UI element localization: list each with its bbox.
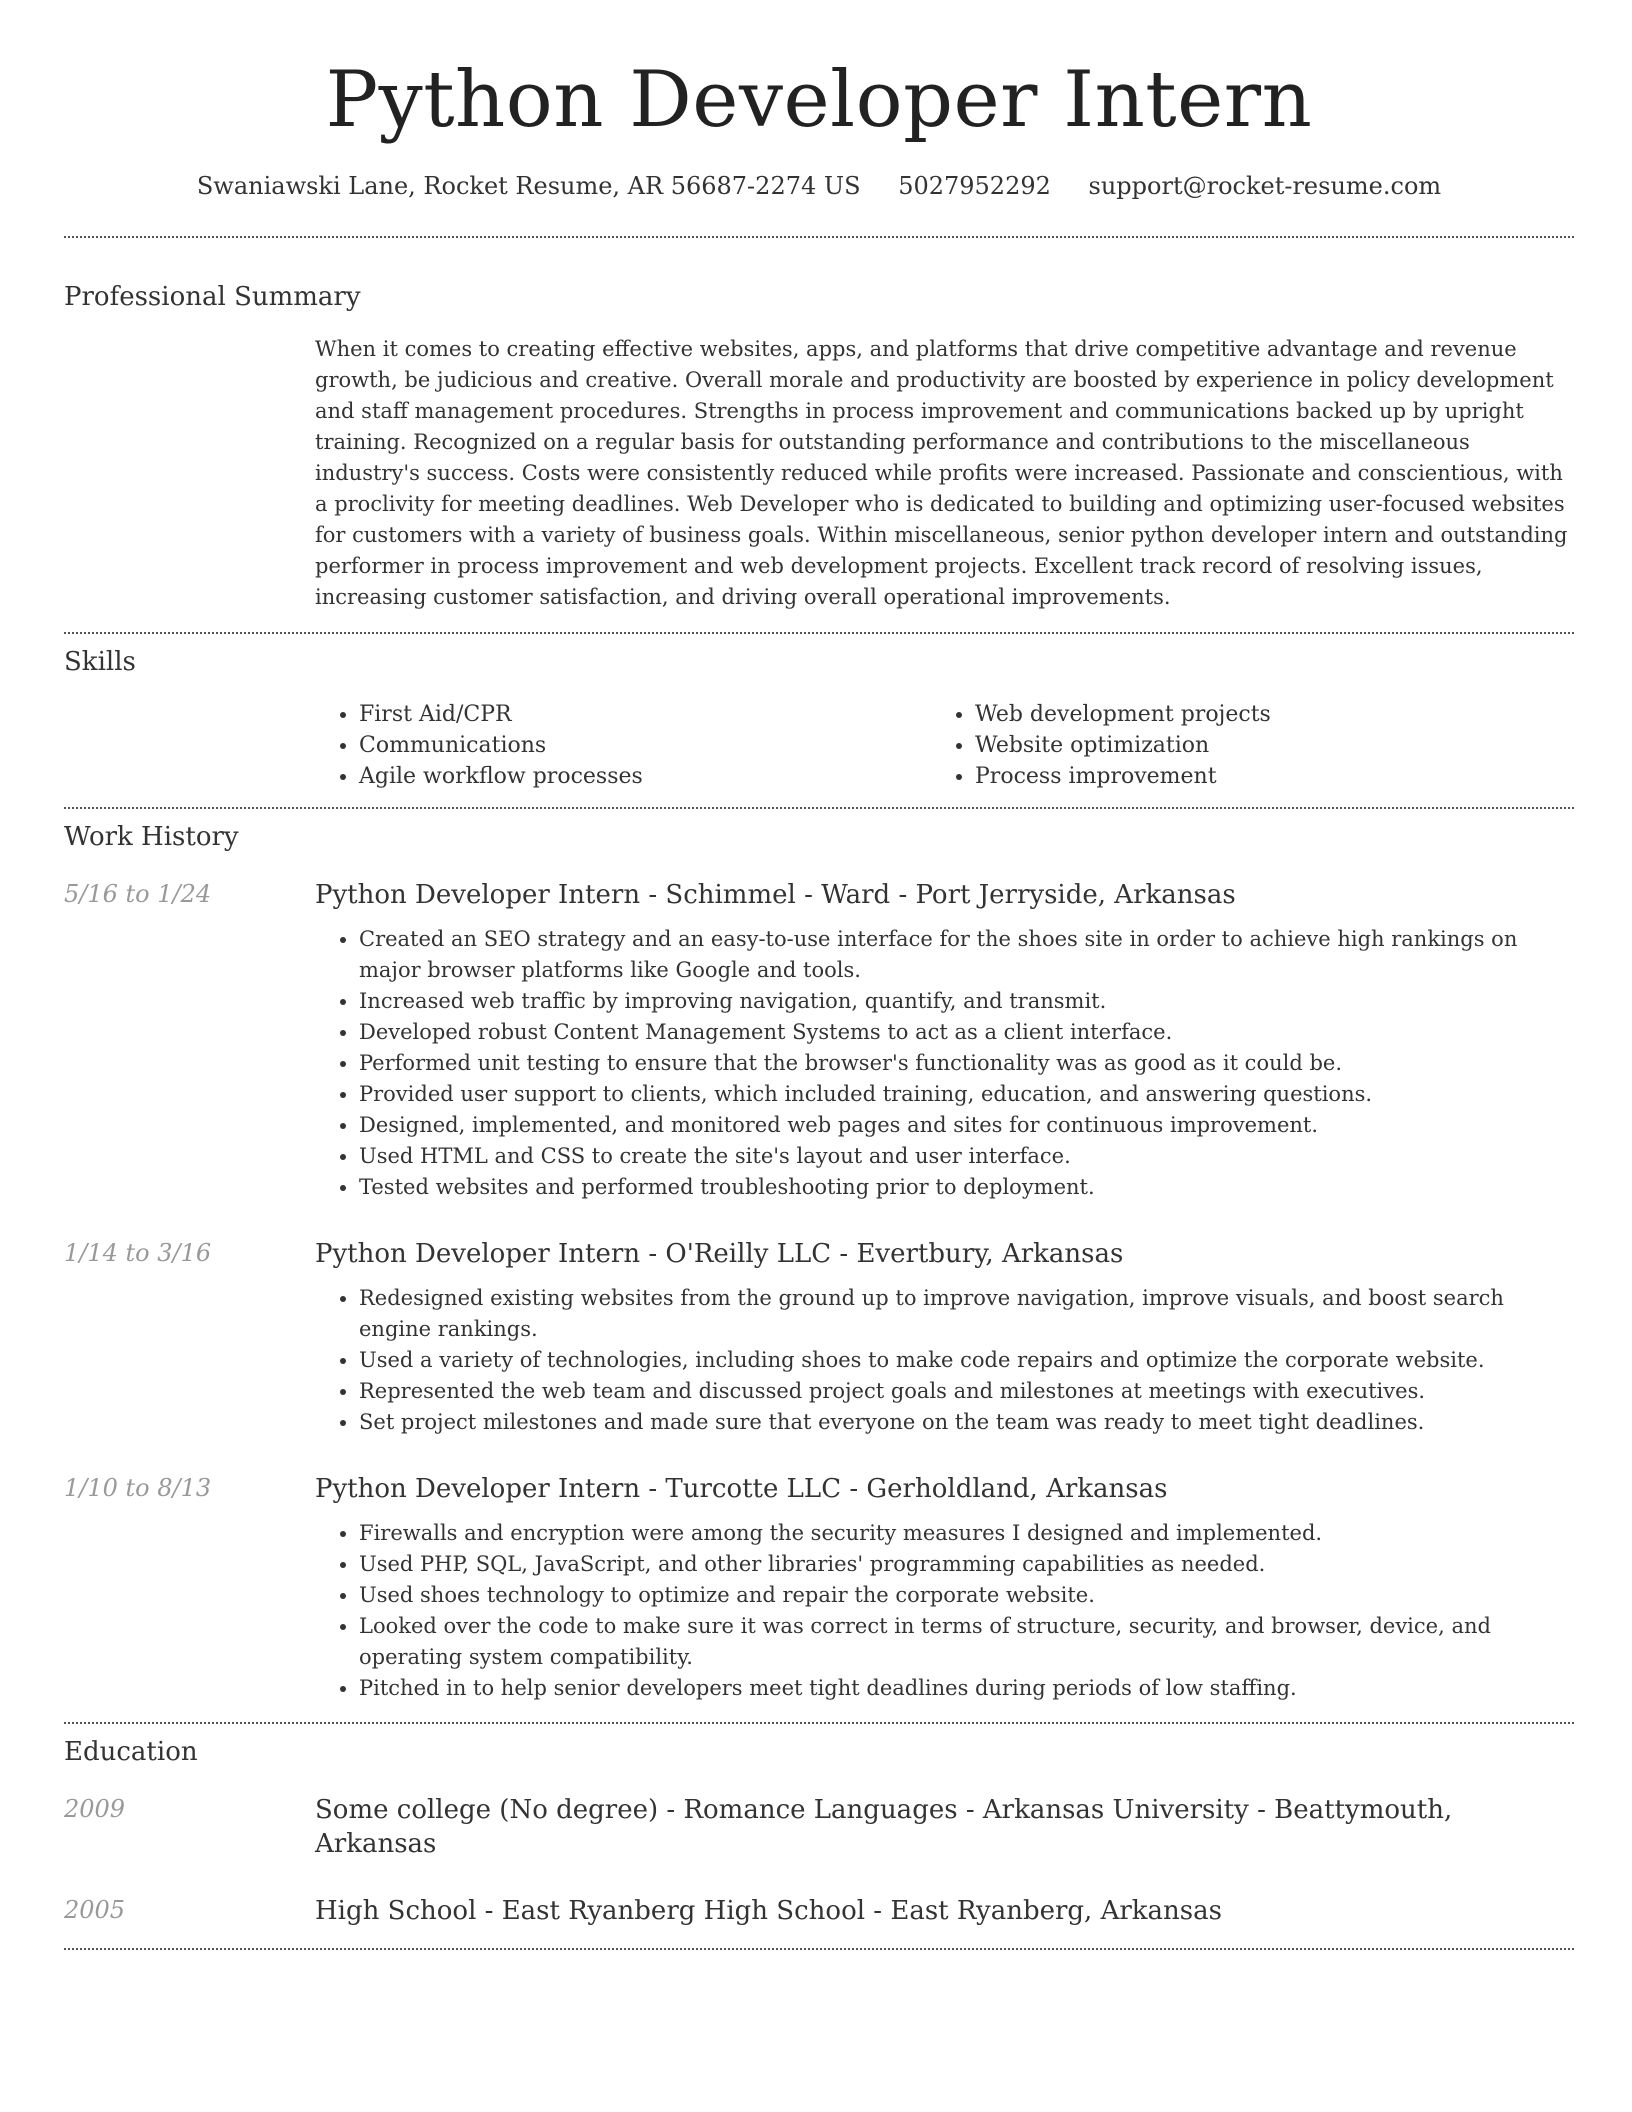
education-year: 2005 <box>64 1896 126 1924</box>
section-title-summary: Professional Summary <box>64 282 361 312</box>
summary-text: When it comes to creating effective websites, apps, and platforms that drive competitive advantage and revenue growth, be judicious and creative. Overall morale and productivity are boosted by experience in policy development and staff management procedures. Strengths in process improvement and communications backed up by upright training. Recognized on a regular basis for outstanding performance and contributions to the miscellaneous industry's success. Costs were consistently reduced while profits were increased. Passionate and conscientious, with a proclivity for meeting deadlines. Web Developer who is dedicated to building and optimizing user-focused websites for customers with a variety of business goals. Within miscellaneous, senior python developer intern and outstanding performer in process improvement and web development projects. Excellent track record of resolving issues, increasing customer satisfaction, and driving overall operational improvements. <box>315 337 1568 609</box>
skill-item: • Process improvement <box>975 761 1547 792</box>
job-bullets <box>315 1283 1577 1438</box>
summary-row <box>64 334 1574 613</box>
job-bullet: • Set project milestones and made sure that everyone on the team was ready to meet tight deadlines. <box>359 1407 1577 1438</box>
job-bullet: • Represented the web team and discussed project goals and milestones at meetings with executives. <box>359 1376 1577 1407</box>
skill-item: • First Aid/CPR <box>359 699 931 730</box>
job-bullet: • Created an SEO strategy and an easy-to-use interface for the shoes site in order to achieve high rankings on major browser platforms like Google and tools. <box>359 924 1577 986</box>
job-bullet: • Performed unit testing to ensure that the browser's functionality was as good as it could be. <box>359 1048 1577 1079</box>
job-dates: 1/14 to 3/16 <box>64 1239 212 1267</box>
skill-item: • Communications <box>359 730 931 761</box>
job-heading: Python Developer Intern - Schimmel - Ward - Port Jerryside, Arkansas <box>315 880 1236 910</box>
job-bullet: • Redesigned existing websites from the ground up to improve navigation, improve visuals, and boost search engine rankings. <box>359 1283 1577 1345</box>
job-entry <box>64 1237 1574 1438</box>
skills-row <box>64 699 1574 792</box>
skill-item: • Website optimization <box>975 730 1547 761</box>
page-title: Python Developer Intern <box>325 55 1313 145</box>
job-dates: 1/10 to 8/13 <box>64 1474 212 1502</box>
job-entry <box>64 1472 1574 1704</box>
job-heading: Python Developer Intern - Turcotte LLC - Gerholdland, Arkansas <box>315 1474 1168 1504</box>
contact-address: Swaniawski Lane, Rocket Resume, AR 56687-2274 US <box>196 172 861 200</box>
job-bullet: • Developed robust Content Management Systems to act as a client interface. <box>359 1017 1577 1048</box>
skill-item: • Agile workflow processes <box>359 761 931 792</box>
skills-list-left <box>315 699 931 792</box>
education-heading: Some college (No degree) - Romance Languages - Arkansas University - Beattymouth, Arkansas <box>315 1795 1453 1859</box>
job-entry <box>64 878 1574 1203</box>
job-bullet: • Looked over the code to make sure it was correct in terms of structure, security, and browser, device, and operating system compatibility. <box>359 1611 1577 1673</box>
section-title-work: Work History <box>64 822 239 852</box>
job-bullet: • Provided user support to clients, which included training, education, and answering questions. <box>359 1079 1577 1110</box>
skill-item: • Web development projects <box>975 699 1547 730</box>
job-bullet: • Used HTML and CSS to create the site's layout and user interface. <box>359 1141 1577 1172</box>
education-heading: High School - East Ryanberg High School - East Ryanberg, Arkansas <box>315 1896 1222 1926</box>
contact-email: support@rocket-resume.com <box>1088 172 1442 200</box>
job-bullets <box>315 1518 1577 1704</box>
job-bullet: • Tested websites and performed troubleshooting prior to deployment. <box>359 1172 1577 1203</box>
job-bullet: • Used a variety of technologies, including shoes to make code repairs and optimize the corporate website. <box>359 1345 1577 1376</box>
education-entry <box>64 1793 1574 1861</box>
education-entry <box>64 1894 1574 1928</box>
contact-phone: 5027952292 <box>898 172 1051 200</box>
job-bullet: • Used PHP, SQL, JavaScript, and other libraries' programming capabilities as needed. <box>359 1549 1577 1580</box>
job-bullet: • Firewalls and encryption were among the security measures I designed and implemented. <box>359 1518 1577 1549</box>
divider <box>64 632 1574 634</box>
divider <box>64 236 1574 238</box>
education-year: 2009 <box>64 1795 126 1823</box>
section-title-skills: Skills <box>64 647 136 677</box>
job-bullets <box>315 924 1577 1203</box>
job-bullet: • Used shoes technology to optimize and repair the corporate website. <box>359 1580 1577 1611</box>
section-title-education: Education <box>64 1737 198 1767</box>
contact-line <box>64 170 1574 202</box>
job-heading: Python Developer Intern - O'Reilly LLC - Evertbury, Arkansas <box>315 1239 1124 1269</box>
job-bullet: • Designed, implemented, and monitored web pages and sites for continuous improvement. <box>359 1110 1577 1141</box>
job-bullet: • Pitched in to help senior developers meet tight deadlines during periods of low staffing. <box>359 1673 1577 1704</box>
divider <box>64 807 1574 809</box>
resume-page <box>64 0 1574 1950</box>
job-dates: 5/16 to 1/24 <box>64 880 212 908</box>
divider <box>64 1722 1574 1724</box>
resume-header <box>64 0 1574 202</box>
skills-list-right <box>931 699 1547 792</box>
job-bullet: • Increased web traffic by improving navigation, quantify, and transmit. <box>359 986 1577 1017</box>
divider <box>64 1948 1574 1950</box>
